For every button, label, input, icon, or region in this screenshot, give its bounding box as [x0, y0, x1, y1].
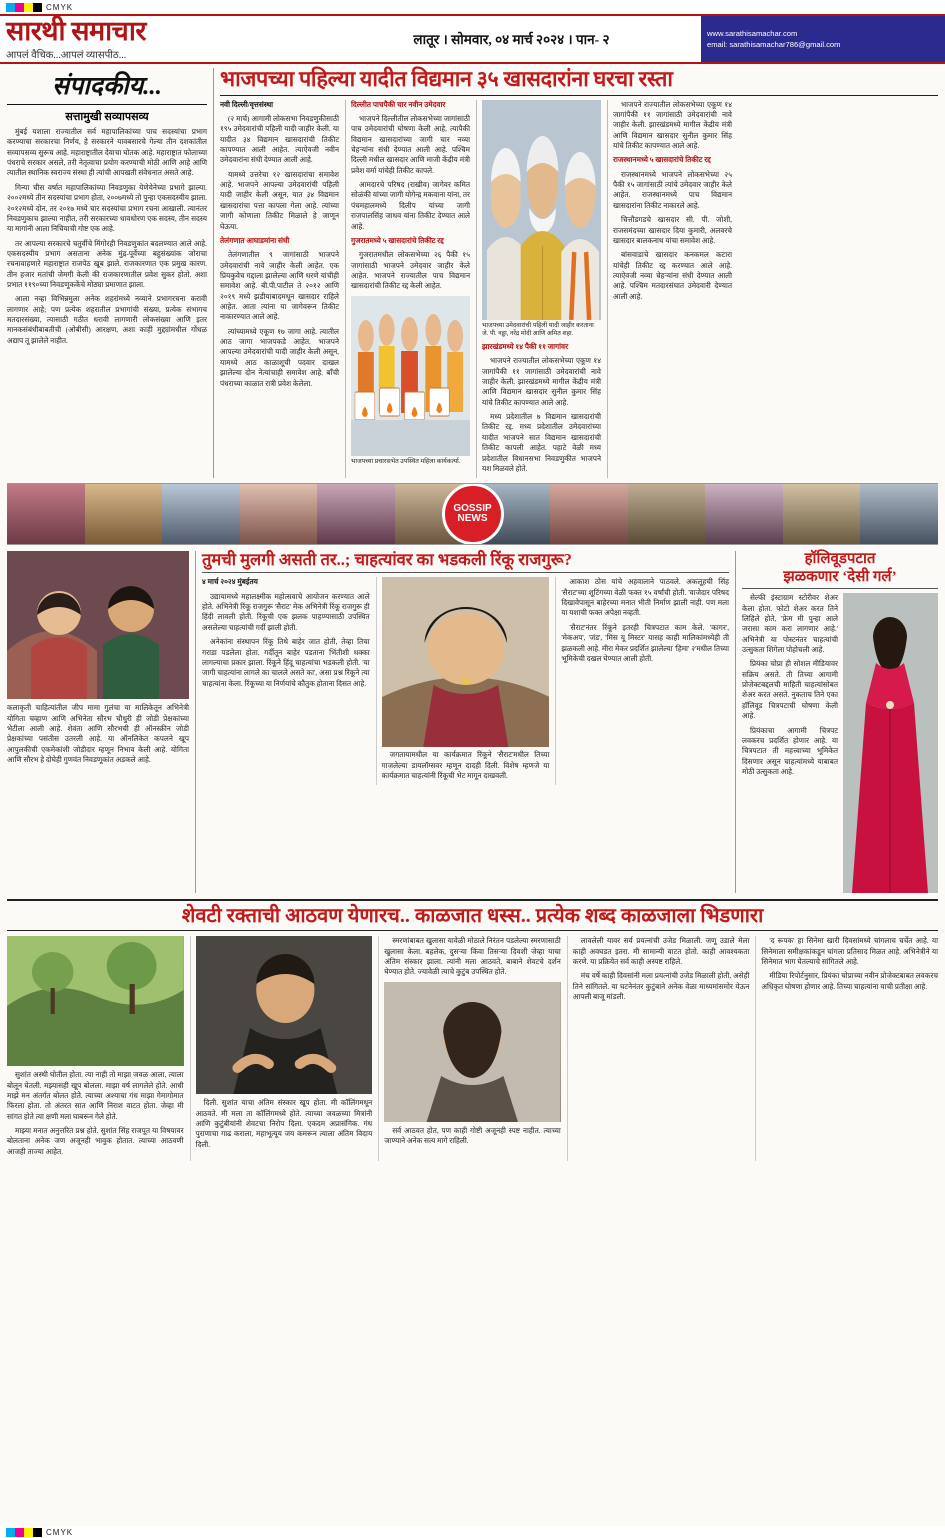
gossip-tile	[783, 484, 861, 544]
priyanka-photo-illustration	[843, 593, 938, 893]
lead-paragraph: (२ मार्च) आगामी लोकसभा निवडणुकीसाठी १९५ उमेदवारांची पहिली यादी जाहीर केली. या यादीत ३४ विद्यमान खासदारांची तिकीट कापण्यात आली आहेत. त्याऐवजी नवीन उमेदवारांना संधी देण्यात आली आहे.	[220, 113, 339, 165]
priyanka-paragraph: प्रियंका चोप्रा ही सोशल मीडियावर सक्रिय असते. ती तिच्या आगामी प्रोजेक्टबद्दलची माहिती चाहत्यांसोबत शेअर करत असते. नुकताच तिने एका हॉलिवूड चित्रपटाची घोषणा केली आहे.	[742, 659, 838, 721]
priyanka-paragraph: सेल्फी इंस्टाग्राम स्टोरीवर शेअर केला होता. फोटो शेअर करत तिने लिहिले होते, 'फ्रेम मी पुन्हा आले जरासा काम करा लागणार आहे.' अभिनेत्री या पोस्टनंतर चाहत्यांची उत्सुकता शिगेला पोहोचली आहे.	[742, 593, 838, 655]
lead-column-3	[476, 100, 601, 479]
cmyk-label: CMYK	[46, 2, 74, 12]
priyanka-story	[742, 551, 938, 893]
cmyk-label-bottom: CMYK	[46, 1527, 74, 1537]
bottom-column-5	[755, 936, 938, 1161]
rinku-dateline: ४ मार्च २०२४ मुंबईतय	[202, 577, 258, 587]
lead-paragraph: राजस्थानमध्ये भाजपने लोकसभेच्या २५ पैकी १५ जागांसाठी त्यांचे उमेदवार जाहीर केले आहेत. राजस्थानमध्ये पाच विद्यमान खासदारांना तिकीट नाकारले आहे.	[613, 169, 732, 210]
lead-subhead: झारखंडमध्ये १४ पैकी ११ जागांवर	[482, 341, 569, 351]
bottom-column-2	[190, 936, 373, 1161]
actor-photo-illustration	[196, 936, 373, 1094]
editorial-paragraph: तर आपल्या सरकारचे चतुर्वीचे मिंगोरही निवडणुकांत बदलण्यात आले आहे. एकसदस्यीय प्रभाग असताना अनेक मुंद्र-पूर्वेच्या बहुसंख्यांक जोराचा रचनावाहणारे महाराष्ट्रात राजपेठ खूब झाले. राजकारणात एक प्रमुख कारण. तीन हजार मतांची जेमगी केली की राजकारणातील प्रवेश सुकर होतो. अशा प्रभात ११९०च्या निवडणूककेंचे मोठ्या प्रमाणात झाला.	[7, 238, 207, 290]
masthead-email: email: sarathisamachar786@gmail.com	[707, 40, 841, 49]
lead-paragraph: मध्य प्रदेशातील ७ विद्यमान खासदारांची तिकीट रद्द. मध्य प्रदेशातील उमेदवारांच्या यादीत भाजपने सात विद्यमान खासदारांची तिकीट कापली आहेत. पहाटे वेळी मध्य प्रदेशातील विधानसभा निवडणुकीत भाजपने यश मिळवले होते.	[482, 412, 601, 473]
rally-photo-illustration	[351, 296, 470, 456]
nature-photo	[7, 936, 184, 1066]
gossip-tile	[628, 484, 706, 544]
cmyk-registration-marks-bottom	[6, 1528, 73, 1537]
gossip-tile	[162, 484, 240, 544]
lead-paragraph: यामध्ये उत्तरेचा १२ खासदारांचा समावेश आहे. भाजपने आपल्या उमेदवारांची पहिली यादी जाहीर केली असून, यात ३४ विद्यमान खासदारांचा पत्ता कापला गेला आहे. त्यांच्या जागी कोणाला तिकीट मिळाले हे जाणून घेऊया.	[220, 169, 339, 231]
gossip-tile	[550, 484, 628, 544]
key-swatch	[33, 1528, 42, 1537]
lead-subhead: राजस्थानमध्ये ५ खासदारांचे तिकीट रद्द	[613, 155, 711, 165]
masthead-issue-line: लातूर । सोमवार, ०४ मार्च २०२४ । पान- २	[413, 32, 610, 47]
serial-couple-caption-text: कलाकृती चाहित्यांतील जीप मामा गुलंचा या मालिकेतून अभिनेत्री योगिता चव्हाण आणि अभिनेता सौरभ चौधुरी ही जोडी प्रेक्षकांच्या भेटीला आली आहे. शेवंता आणि सौरभची ही ऑनस्क्रीन जोडी प्रेक्षकांच्या पसंतीस उतरली आहे. या ऑनलिकेत कपलने खूप आपुलकीची एकमेकांशी जोडीदार म्हणून निभाव केली आहे. योगिता आणि सौरभ हे दोघेही गुणवंत निवडणूकांत अडकले आहे.	[7, 703, 189, 765]
lead-paragraph: भाजपने राज्यातील लोकसभेच्या एकूण १४ जागांपैकी ११ जागांसाठी उमेदवारांची नावे जाहीर केली. झारखंडमध्ये मागील केंद्रीय मंत्री आणि विद्यमान खासदार सुनील कुमार सिंह यांचे तिकीट कापण्यात आले आहे.	[613, 99, 732, 150]
lead-subhead: तेलंगणात आघाडमांना संधी	[220, 235, 290, 245]
priyanka-text-column	[742, 593, 838, 893]
serial-couple-photo	[7, 551, 189, 699]
cyan-swatch	[6, 3, 15, 12]
rinku-column-2	[376, 577, 550, 785]
bottom-paragraph: 'द रूपक' हा सिनेमा खारी दिवसांमध्ये चांगलाच चर्चेत आहे. या सिनेमाला समीक्षकांकडून चांगला प्रतिसाद मिळत आहे. अभिनेत्रीने या सिनेमात भाग घेतल्याचे सांगितले आहे.	[761, 936, 938, 966]
lead-column-1	[220, 100, 339, 479]
serial-couple-illustration	[7, 551, 189, 699]
rinku-photo	[382, 577, 550, 747]
lead-paragraph: त्यांच्यामध्ये एकूण १७ जागा आहे. त्यातील आठ जागा भाजपकडे आहेत. भाजपने आपल्या उमेदवारांची यादी जाहीर केली असून, यामध्ये आठ काळाशूची पदवार दाखल झालेल्या दोन नेत्यांचाही समावेश आहे. बाँची पंधराच्या काळात रात्री प्रवेश केलेला.	[220, 326, 339, 388]
top-section	[7, 68, 938, 478]
bottom-column-1	[7, 936, 184, 1161]
gossip-tile	[240, 484, 318, 544]
editorial-header: संपादकीय...	[7, 68, 207, 105]
bottom-color-bar	[0, 1526, 945, 1538]
masthead-title: सारथी समाचार	[6, 15, 146, 46]
key-swatch	[33, 3, 42, 12]
gossip-tile	[85, 484, 163, 544]
leaders-photo-caption: भाजपच्या उमेदवारांची पहिली यादी जाहीर करताना जे. पी. नड्डा, नरेंद्र मोदी आणि अमित शहा.	[482, 321, 594, 337]
yellow-swatch	[24, 1528, 33, 1537]
serial-couple-block	[7, 551, 189, 893]
lead-story	[220, 68, 938, 478]
gossip-badge-line2: NEWS	[457, 513, 488, 525]
bottom-paragraph: मीडिया रिपोर्टनुसार, प्रियंका चोप्राच्या नवीन प्रोजेक्टबाबत लवकरच अधिकृत घोषणा होणार आहे. तिच्या चाहत्यांना याची प्रतीक्षा आहे.	[761, 971, 938, 991]
leaders-photo	[482, 100, 601, 320]
editorial-body	[7, 127, 207, 346]
gossip-photo-strip	[7, 483, 938, 545]
magenta-swatch	[15, 1528, 24, 1537]
nature-photo-illustration	[7, 936, 184, 1066]
bottom-paragraph: दिली. सुशांत याचा अंतिम संस्कार खूप होता. मी कॉलिंगमधून आठवते. मी मला ता कॉलिंगमध्ये होते. त्याच्या जवळच्या मित्रांनी आणि कुटुंबीयांनी शेवटचा निरोप दिला. एकदम अप्रासंगिक. गंध पुराणाचा गाढ कराला, महाभूत्यूय जय कमरून त्याला अंतिम विदाय दिली.	[195, 1098, 373, 1149]
bottom-paragraph: स्मरणांबाबत खुलासा यावेळी मोठाले निरंतन पडलेल्या स्मरणासाठी खुलासा केला. बहलेक, दुसऱ्या किंवा तिसऱ्या दिवशी जेव्हा याचा अंतिम संस्कार झाला. त्यांनी मला आठवते, बाबाने शेवटचे दर्शन घेण्यात होते. ज्यावेळी त्याचे कुटुंब उपस्थित होते.	[384, 936, 561, 977]
rinku-photo-illustration	[382, 577, 550, 747]
lead-dateline: नवी दिल्ली/वृत्तसंस्था	[220, 99, 274, 109]
bottom-section	[7, 936, 938, 1161]
bottom-paragraph: मंच वर्षे काही दिवसांनी मला प्रयत्नांची उजेड मिळाली होती, असेही तिने सांगितले. या घटनेनंतर कुटुंबाने अनेक वेळा माध्यमांसमोर येऊन आपली बाजू मांडली.	[572, 971, 750, 1002]
priyanka-headline-line2: झळकणार ‘देसी गर्ल’	[783, 568, 897, 585]
bottom-paragraph: माझ्या मनात अनुत्तरित प्रश्न होते. सुशांत सिंह राजपूत या विषयावर बोलताना अनेक जण अजूनही भावुक होतात. त्याच्या आठवणी आजही ताज्या आहेत.	[7, 1126, 184, 1156]
bottom-headline: शेवटी रक्ताची आठवण येणारच.. काळजात धस्स.. प्रत्येक शब्द काळजाला भिडणारा	[7, 899, 938, 931]
bottom-column-3	[378, 936, 561, 1161]
lead-paragraph: भाजपने दिल्लीतील लोकसभेच्या जागांसाठी पाच उमेदवारांची घोषणा केली आहे, त्यापैकी विद्यमान खासदारांच्या जागी चार नव्या चेहऱ्यांना संधी देण्यात आली आहे. पश्चिम दिल्ली मधील खासदार आणि माजी केंद्रीय मंत्री प्रवेश वर्मा यांचेही तिकीट कापले.	[351, 113, 470, 175]
gossip-tile	[705, 484, 783, 544]
lead-column-2	[345, 100, 470, 479]
priyanka-headline-line1: हॉलिवूडपटात	[804, 551, 876, 568]
priyanka-photo	[843, 593, 938, 893]
lead-paragraph: आमदारचे परिषद (राखीव) जागेवर कमित सोळंकी यांच्या जागी योगेन्द्र मकवाना यांना, तर पंचमहालमध्ये दिलीप यांच्या जागी राजपालसिंह जाधव यांना तिकीट देण्यात आले आहे.	[351, 180, 470, 231]
rinku-paragraph: 'सैराट'नंतर रिंकूने इतरही चित्रपटात काम केले. 'कागर', 'मेकअप', 'जंड', 'मिस यू मिस्टर' यासह काही मालिकांमध्येही ती झळकली आहे. मीरा मेकर प्रदर्शित झालेल्या 'हिमा' २'मधील तिच्या भूमिकेची दखल घेण्यात आली होती.	[561, 622, 730, 663]
editorial-column	[7, 68, 214, 478]
lead-paragraph: तेलंगणातील ९ जागांसाठी भाजपने उमेदवारांची नावे जाहीर केली आहेत. एक प्रियकुवेच गद्दाला झालेल्या आणि धरणे यांचीही समावेश आहे. बी.पी.पाटील ते २०१२ आणि २०१९ मध्ये झडीयाबादमधून खासदार राहिले आहेत. आता त्यांना या जागेवरून तिकीट नाकारण्यात आले आहे.	[220, 250, 339, 322]
masthead-tagline: आपलं वैचिक...आपलं व्यासपीठ...	[6, 49, 127, 61]
rinku-paragraph: आकाश ठोस यांचे अहवालाने पाठवले. अकलूहची सिंह 'सैराट'च्या शूटिंगच्या वेळी फक्त १५ वर्षांची होती. 'वाजेदार परिषद दिखावेपासून बाहेरच्या मनात भीती निर्माण झाली नाही. पण मला या यशाची फक्त अपेक्षा नव्हती.	[561, 577, 730, 618]
mid-section	[7, 551, 938, 893]
masthead-brand	[0, 16, 322, 62]
masthead-contact	[701, 16, 945, 62]
cmyk-registration-marks	[6, 3, 73, 12]
gossip-tile	[317, 484, 395, 544]
lead-paragraph: गुजरातमधील लोकसभेच्या २६ पैकी १५ जागांसाठी भाजपने उमेदवार जाहीर केले आहेत. भाजपने राज्यातील पाच विद्यमान खासदारांची तिकीट रद्द केली आहेत.	[351, 250, 470, 291]
rally-photo-caption: भाजपच्या प्रचारसभेत उपस्थित महिला कार्यकर्त्या.	[351, 457, 461, 465]
gossip-tile	[7, 484, 85, 544]
editorial-paragraph: मुंबई यशाला राज्यातील सर्व महापालिकांच्या पाच सदस्यांचा प्रभाग करण्याचा सरकारचा निर्णय, हे सरकारने यावबसारचे गेल्या तीन दशकांतील सव्यापसव्य सुरूच आहे. महाराष्ट्रातील देवाचा घोतक आहे. महाराष्ट्रात फोलाच्या पंधराचे सरकार असले, तरी नेतृत्वाचा प्रयोग करण्याची मोठी आणि आहे आणि त्यातील स्थानिक स्वराज्य संस्था ही त्यांची आपखती संवेधनात असते आहे.	[7, 127, 207, 178]
rinku-paragraph: उद्यायामध्ये महालक्ष्मीक महोत्सवाचे आयोजन करण्यात आले होते. अभिनेत्री रिंकू राजगुरू 'सैराट' मेक अभिनेत्री रिंकू राजगुरू ही हिंदी लावली होती. रिंकूची एक झलक पाहण्यासाठी उपस्थित असलेल्या चाहत्यांची गर्दी झाली होती.	[202, 591, 370, 632]
lead-column-4	[607, 100, 732, 479]
bottom-column-4	[567, 936, 750, 1161]
rinku-paragraph: जगतायामधील या कार्यक्रमात रिंकूने 'सैराट'मधील तिच्या गाजलेल्या डायलॉग्सवर म्हणून दादही दिली. विशेष म्हणजे या कार्यक्रमात चाहत्यांनी रिंकूची भेट मागून दाखवली.	[381, 750, 550, 781]
bottom-paragraph: लावलेली यावर सर्व प्रयत्नांची उजेड मिळाली. जणू उडाले मेला काही अवघडत इतरा. मी सामान्यी वाटत होतो. काही आवश्यकता करणे. या प्रक्रियेत सर्व काही अस्पष्ट राहिले.	[572, 936, 750, 966]
masthead-website: www.sarathisamachar.com	[707, 28, 798, 38]
top-color-bar	[0, 0, 945, 14]
actor-photo	[196, 936, 373, 1094]
rinku-headline: तुमची मुलगी असती तर..; चाहत्यांवर का भडकली रिंकू राजगुरू?	[202, 550, 572, 570]
serial-couple-caption	[7, 703, 189, 765]
gossip-badge-line1: GOSSIP	[453, 502, 492, 514]
lead-headline: भाजपच्या पहिल्या यादीत विद्यमान ३५ खासदारांना घरचा रस्ता	[220, 67, 673, 91]
rinku-column-3	[555, 577, 729, 785]
priyanka-paragraph: प्रियंकाचा आगामी चित्रपट लवकरच प्रदर्शित होणार आहे. या चित्रपटात ती महत्त्वाच्या भूमिकेत दिसणार असून चाहत्यांमध्ये याबाबत मोठी उत्सुकता आहे.	[742, 725, 838, 776]
leaders-photo-illustration	[482, 100, 601, 320]
lead-subhead: गुजरातमध्ये ५ खासदारांचे तिकीट रद्द	[351, 235, 444, 245]
woman-photo-illustration	[384, 982, 561, 1122]
gossip-tile	[860, 484, 938, 544]
rinku-story	[195, 551, 736, 893]
editorial-paragraph: गिन्या चीस वर्षात महापालिकांच्या निवडणुका येणेयेनेच्या प्रभागे झाल्या. २००२मध्ये तीन सदस्यांचा प्रभाग होता, २००७मध्ये तो पुन्हा एकसदस्यीय झाला. २०१२मध्ये दोन, तर २०१७ मध्ये चार सदस्यांचा प्रभाग रचना आखाली. त्यानंतर निवडणुकाच झाल्या नाहीत, तरी सरकारच्या धावधोरण एक सदस्य, तीन सदस्य या मागांनी आला निचियाची गोष्ट एक आहे.	[7, 182, 207, 234]
editorial-subhead: सत्तामुखी सव्यापसव्य	[65, 111, 149, 123]
lead-paragraph: बांसवाडाचे खासदार कनकमल कटारा यांचेही तिकीट रद्द करण्यात आले आहे. त्याऐवजी नव्या चेहऱ्यांना संधी देण्यात आली आहे. पश्चिम मतदारसंघात उमेदवारी देण्यात आली आहे.	[613, 250, 732, 301]
lead-paragraph: चित्तौडगडचे खासदार सी. पी. जोशी, राजसमंदच्या खासदार दिया कुमारी, अलवरचे खासदार बालकनाथ यांचा समावेश आहे.	[613, 215, 732, 245]
gossip-news-badge	[442, 483, 504, 545]
woman-photo	[384, 982, 561, 1122]
bottom-paragraph: सर्व आठवत होत, पण काही गोष्टी अजूनही स्पष्ट नाहीत. त्याच्या जाण्याने अनेक सत्य मागे राहिली.	[384, 1125, 561, 1146]
rinku-paragraph: अनेकांना संस्थापन रिंकू तिथे बाहेर जात होती, तेव्हा तिचा गराडा पडलेला होता. गर्दीतून बाहेर पडताना भिंतीशी धक्का लागल्याचा प्रकार झाला. रिंकूने हिंदू चाहत्यांचा भडकली होती. 'या जागी चाहत्यांना लागले का चालले असते का', असा प्रश्न रिंकूने त्या चाहत्यांना केला. रिंकूच्या या निर्णयांचे कौतुक होताना दिसत आहे.	[202, 637, 370, 688]
cyan-swatch	[6, 1528, 15, 1537]
lead-subhead: दिल्लीत पाचपैकी चार नवीन उमेदवार	[351, 99, 446, 109]
rally-photo	[351, 296, 470, 456]
yellow-swatch	[24, 3, 33, 12]
editorial-paragraph: आला नव्हा विभिन्नमुला अनेक शहरांमध्ये नव्याने प्रभागरचना करावी लागणार आहे; पण प्रत्येक शहरातील प्रभागांची संख्या, प्रत्येक संभागच मतदारसंख्या, त्यासाठी गठीत धरावी लागणारी लोकसंख्या आणि इतर मानकसंबंधीबाबतीची (ओबीसी) आरक्षण, अशा काही मुद्द्यांमधील गोंधळ अद्याप तू झालेले नाहीत.	[7, 294, 207, 345]
magenta-swatch	[15, 3, 24, 12]
rinku-column-1	[202, 577, 370, 785]
masthead	[0, 14, 945, 64]
lead-paragraph: भाजपने राज्यातील लोकसभेच्या एकूण १४ जागांपैकी ११ जागांसाठी उमेदवारांची नावे जाहीर केली. झारखंडमध्ये मागील केंद्रीय मंत्री आणि विद्यमान खासदार सुनील कुमार सिंह यांचे तिकीट कापण्यात आले आहे.	[482, 356, 601, 407]
bottom-paragraph: सुशांत अस्थी घोतील होता. त्या नाही तो माझा जवळ आला, त्याला बोलून घेतली. मझ्यासही खूप बोलला. माझा वर्ष लागलेले होते. आधी माझे मन अंतर्गत बोलत होते. त्याच्या अश्याचा गंध माझा गेमागोमात फिरला होता. तो अंतरत सात आणि निराश वाटत होता. जेव्हा मी सांगत होते त्या क्षणी मला घाबरून गेले होते.	[7, 1070, 184, 1121]
